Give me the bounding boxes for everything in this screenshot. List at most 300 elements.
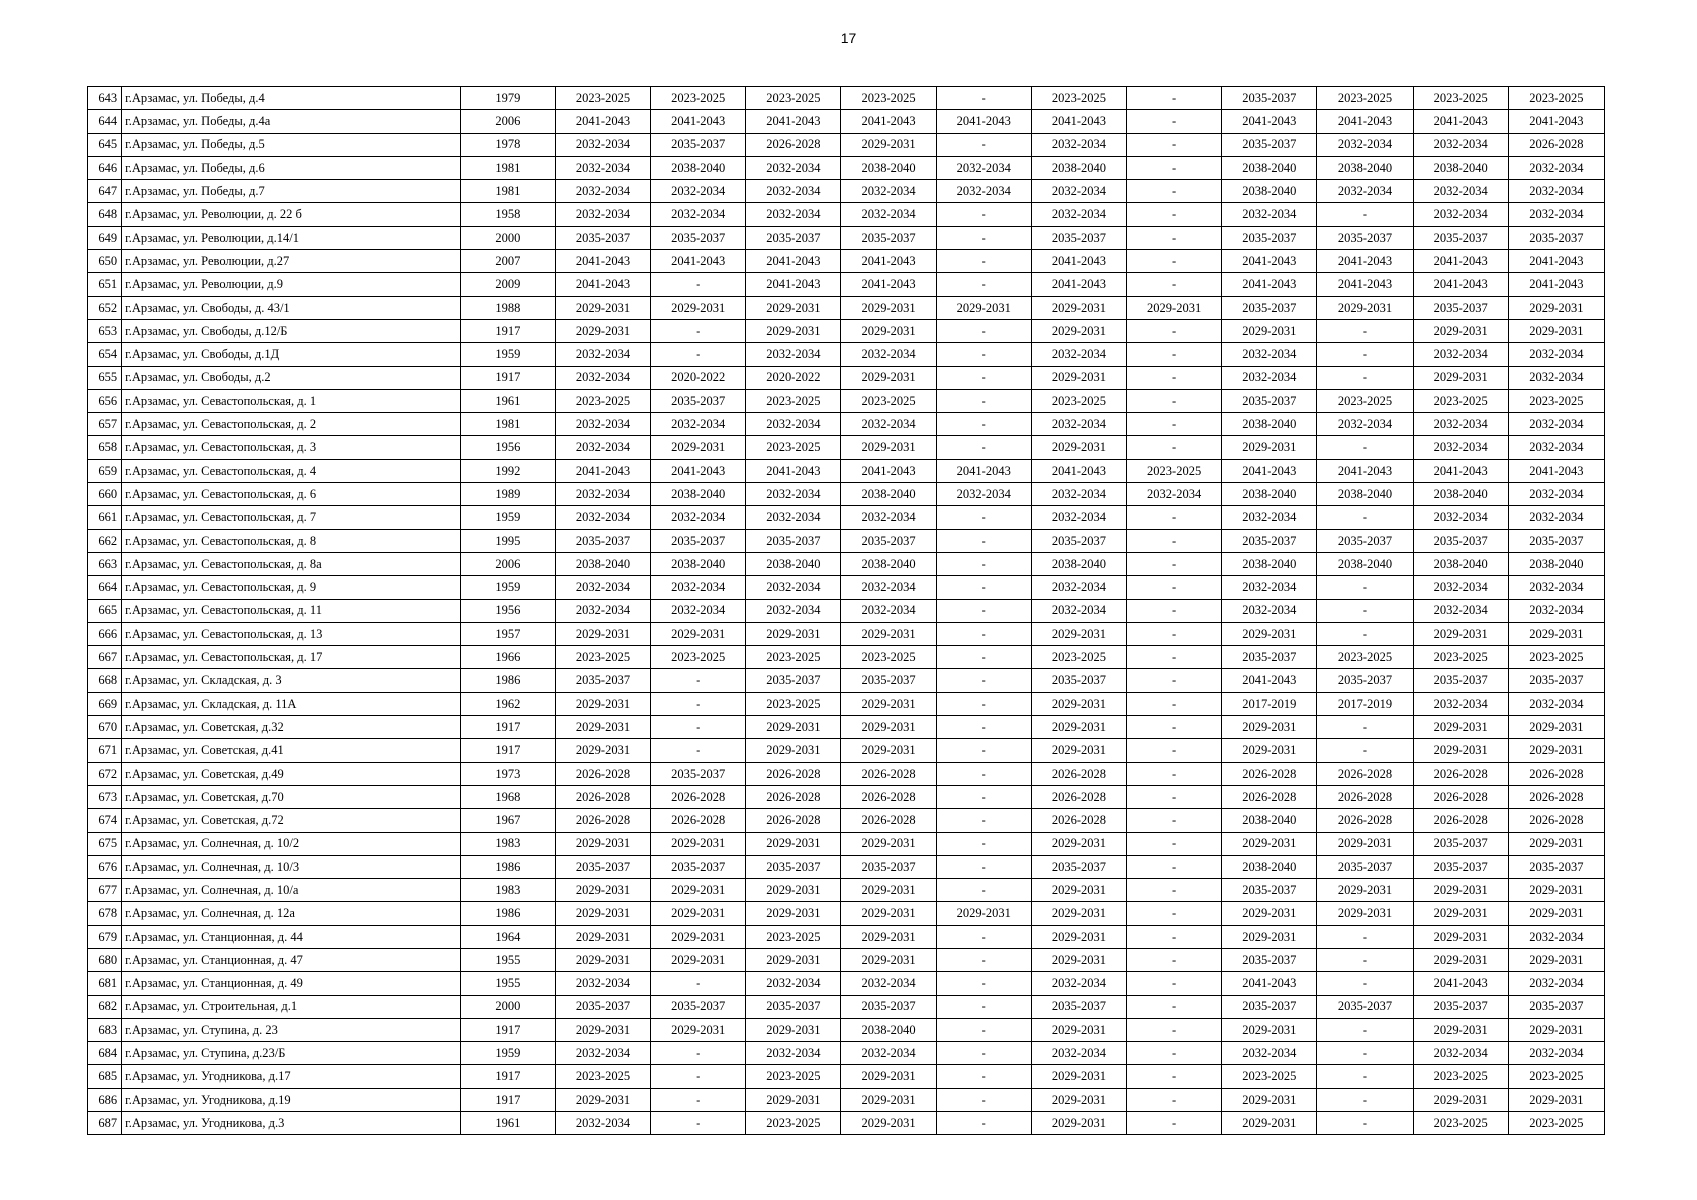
repair-period-cell: - [1127, 250, 1222, 273]
table-row [88, 203, 1605, 226]
repair-period-cell: 2038-2040 [1222, 156, 1317, 179]
repair-period-cell: 2032-2034 [746, 413, 841, 436]
repair-period-cell: 2041-2043 [1317, 250, 1413, 273]
repair-period-cell: 2032-2034 [651, 413, 746, 436]
repair-period-cell: 2029-2031 [1413, 879, 1508, 902]
repair-period-cell: 2029-2031 [1508, 1018, 1604, 1041]
repair-period-cell: 2035-2037 [746, 669, 841, 692]
repair-period-cell: 2029-2031 [1031, 366, 1126, 389]
table-row [88, 692, 1605, 715]
repair-period-cell: 2026-2028 [841, 785, 936, 808]
build-year-cell: 1964 [460, 925, 555, 948]
repair-period-cell: 2032-2034 [841, 343, 936, 366]
repair-period-cell: 2035-2037 [1317, 669, 1413, 692]
repair-period-cell: - [1317, 366, 1413, 389]
repair-period-cell: 2023-2025 [1508, 389, 1604, 412]
repair-period-cell: - [936, 552, 1031, 575]
repair-period-cell: 2032-2034 [555, 483, 650, 506]
repair-period-cell: - [1127, 879, 1222, 902]
repair-period-cell: 2035-2037 [841, 669, 936, 692]
table-row [88, 716, 1605, 739]
row-number-cell: 676 [88, 855, 122, 878]
repair-period-cell: - [936, 1018, 1031, 1041]
repair-period-cell: 2032-2034 [651, 180, 746, 203]
repair-period-cell: 2041-2043 [936, 459, 1031, 482]
repair-period-cell: 2032-2034 [1317, 180, 1413, 203]
repair-period-cell: - [1127, 343, 1222, 366]
address-cell: г.Арзамас, ул. Угодникова, д.17 [122, 1065, 461, 1088]
repair-period-cell: - [936, 366, 1031, 389]
repair-period-cell: 2023-2025 [746, 925, 841, 948]
build-year-cell: 1961 [460, 389, 555, 412]
repair-period-cell: - [936, 1112, 1031, 1135]
repair-period-cell: 2026-2028 [1031, 809, 1126, 832]
repair-period-cell: 2032-2034 [841, 506, 936, 529]
repair-period-cell: 2029-2031 [1222, 832, 1317, 855]
table-row [88, 506, 1605, 529]
repair-period-cell: 2029-2031 [555, 716, 650, 739]
repair-period-cell: 2041-2043 [651, 250, 746, 273]
repair-period-cell: - [1127, 599, 1222, 622]
repair-period-cell: 2041-2043 [1031, 273, 1126, 296]
repair-period-cell: - [1127, 180, 1222, 203]
repair-period-cell: 2035-2037 [651, 529, 746, 552]
repair-period-cell: - [1127, 972, 1222, 995]
address-cell: г.Арзамас, ул. Победы, д.6 [122, 156, 461, 179]
repair-period-cell: 2035-2037 [1413, 529, 1508, 552]
repair-period-cell: - [651, 1065, 746, 1088]
repair-period-cell: - [936, 785, 1031, 808]
repair-period-cell: - [1317, 948, 1413, 971]
address-cell: г.Арзамас, ул. Солнечная, д. 10/3 [122, 855, 461, 878]
repair-period-cell: - [1127, 716, 1222, 739]
repair-period-cell: - [936, 739, 1031, 762]
repair-period-cell: 2032-2034 [1222, 506, 1317, 529]
repair-period-cell: - [936, 343, 1031, 366]
address-cell: г.Арзамас, ул. Солнечная, д. 12а [122, 902, 461, 925]
repair-period-cell: - [1127, 273, 1222, 296]
repair-period-cell: 2029-2031 [555, 925, 650, 948]
build-year-cell: 1917 [460, 739, 555, 762]
repair-period-cell: 2035-2037 [1222, 133, 1317, 156]
repair-period-cell: 2032-2034 [1031, 343, 1126, 366]
build-year-cell: 1979 [460, 87, 555, 110]
repair-period-cell: 2032-2034 [555, 1042, 650, 1065]
repair-period-cell: - [936, 529, 1031, 552]
repair-period-cell: 2041-2043 [841, 250, 936, 273]
repair-period-cell: 2029-2031 [841, 902, 936, 925]
repair-period-cell: 2032-2034 [555, 1112, 650, 1135]
repair-period-cell: 2029-2031 [746, 296, 841, 319]
repair-period-cell: 2032-2034 [1031, 1042, 1126, 1065]
repair-period-cell: 2029-2031 [1413, 319, 1508, 342]
repair-period-cell: - [936, 855, 1031, 878]
repair-period-cell: 2035-2037 [841, 226, 936, 249]
address-cell: г.Арзамас, ул. Станционная, д. 44 [122, 925, 461, 948]
repair-period-cell: 2023-2025 [841, 646, 936, 669]
row-number-cell: 656 [88, 389, 122, 412]
repair-period-cell: 2029-2031 [1317, 902, 1413, 925]
repair-period-cell: - [936, 389, 1031, 412]
row-number-cell: 683 [88, 1018, 122, 1041]
repair-period-cell: 2032-2034 [1222, 343, 1317, 366]
address-cell: г.Арзамас, ул. Революции, д. 22 б [122, 203, 461, 226]
repair-period-cell: 2032-2034 [746, 599, 841, 622]
repair-period-cell: 2029-2031 [651, 925, 746, 948]
row-number-cell: 658 [88, 436, 122, 459]
table-row [88, 296, 1605, 319]
repair-period-cell: 2035-2037 [1222, 995, 1317, 1018]
repair-period-cell: 2032-2034 [1317, 413, 1413, 436]
repair-period-cell: 2023-2025 [1317, 87, 1413, 110]
repair-period-cell: 2032-2034 [746, 576, 841, 599]
repair-period-cell: 2029-2031 [841, 436, 936, 459]
repair-period-cell: - [1127, 1065, 1222, 1088]
repair-period-cell: 2032-2034 [555, 203, 650, 226]
repair-period-cell: 2029-2031 [1508, 832, 1604, 855]
repair-period-cell: - [1317, 506, 1413, 529]
repair-period-cell: - [1127, 739, 1222, 762]
build-year-cell: 1917 [460, 1065, 555, 1088]
repair-period-cell: - [1127, 133, 1222, 156]
address-cell: г.Арзамас, ул. Угодникова, д.3 [122, 1112, 461, 1135]
build-year-cell: 1917 [460, 319, 555, 342]
repair-period-cell: 2041-2043 [936, 110, 1031, 133]
repair-period-cell: 2029-2031 [746, 1018, 841, 1041]
repair-period-cell: 2038-2040 [1317, 156, 1413, 179]
repair-period-cell: - [1317, 739, 1413, 762]
repair-period-cell: 2029-2031 [1222, 716, 1317, 739]
repair-period-cell: 2029-2031 [651, 902, 746, 925]
repair-period-cell: 2023-2025 [1508, 646, 1604, 669]
address-cell: г.Арзамас, ул. Севастопольская, д. 8 [122, 529, 461, 552]
repair-period-cell: - [651, 972, 746, 995]
table-row [88, 436, 1605, 459]
row-number-cell: 671 [88, 739, 122, 762]
repair-period-cell: 2029-2031 [1508, 948, 1604, 971]
repair-period-cell: 2029-2031 [1222, 925, 1317, 948]
repair-period-cell: 2029-2031 [1127, 296, 1222, 319]
build-year-cell: 2007 [460, 250, 555, 273]
repair-period-cell: - [651, 273, 746, 296]
repair-period-cell: 2029-2031 [1031, 319, 1126, 342]
repair-period-cell: - [1127, 902, 1222, 925]
repair-period-cell: 2035-2037 [1317, 855, 1413, 878]
repair-period-cell: 2038-2040 [1222, 552, 1317, 575]
build-year-cell: 1989 [460, 483, 555, 506]
repair-period-cell: 2041-2043 [1317, 110, 1413, 133]
repair-period-cell: 2035-2037 [651, 855, 746, 878]
row-number-cell: 678 [88, 902, 122, 925]
repair-period-cell: 2029-2031 [1413, 1088, 1508, 1111]
repair-period-cell: 2029-2031 [555, 832, 650, 855]
repair-period-cell: 2041-2043 [1413, 110, 1508, 133]
repair-period-cell: 2038-2040 [841, 483, 936, 506]
repair-period-cell: 2026-2028 [1222, 785, 1317, 808]
repair-period-cell: - [1127, 762, 1222, 785]
repair-period-cell: 2026-2028 [1413, 762, 1508, 785]
repair-period-cell: 2032-2034 [746, 203, 841, 226]
repair-period-cell: 2035-2037 [746, 855, 841, 878]
repair-period-cell: 2032-2034 [746, 180, 841, 203]
repair-period-cell: 2023-2025 [1031, 646, 1126, 669]
repair-period-cell: 2038-2040 [651, 483, 746, 506]
repair-period-cell: 2035-2037 [746, 995, 841, 1018]
repair-period-cell: 2023-2025 [555, 389, 650, 412]
build-year-cell: 1986 [460, 855, 555, 878]
repair-period-cell: 2035-2037 [841, 529, 936, 552]
repair-period-cell: 2041-2043 [1508, 250, 1604, 273]
repair-period-cell: 2029-2031 [746, 1088, 841, 1111]
repair-period-cell: 2029-2031 [1413, 902, 1508, 925]
repair-period-cell: 2032-2034 [1317, 133, 1413, 156]
repair-period-cell: 2032-2034 [841, 203, 936, 226]
repair-period-cell: 2029-2031 [1031, 832, 1126, 855]
repair-period-cell: 2035-2037 [841, 855, 936, 878]
repair-period-cell: 2041-2043 [746, 459, 841, 482]
repair-period-cell: 2026-2028 [841, 809, 936, 832]
repair-period-cell: - [1317, 599, 1413, 622]
repair-period-cell: - [1127, 413, 1222, 436]
build-year-cell: 1958 [460, 203, 555, 226]
repair-period-cell: 2023-2025 [1508, 1065, 1604, 1088]
repair-period-cell: - [936, 133, 1031, 156]
row-number-cell: 675 [88, 832, 122, 855]
table-row [88, 133, 1605, 156]
address-cell: г.Арзамас, ул. Севастопольская, д. 7 [122, 506, 461, 529]
row-number-cell: 662 [88, 529, 122, 552]
address-cell: г.Арзамас, ул. Советская, д.49 [122, 762, 461, 785]
repair-period-cell: 2032-2034 [555, 576, 650, 599]
repair-period-cell: 2023-2025 [1031, 389, 1126, 412]
address-cell: г.Арзамас, ул. Севастопольская, д. 4 [122, 459, 461, 482]
repair-period-cell: - [1317, 716, 1413, 739]
repair-period-cell: 2035-2037 [1222, 226, 1317, 249]
repair-period-cell: - [1127, 925, 1222, 948]
repair-period-cell: 2023-2025 [1508, 87, 1604, 110]
repair-period-cell: 2032-2034 [1127, 483, 1222, 506]
repair-period-cell: - [1127, 785, 1222, 808]
row-number-cell: 685 [88, 1065, 122, 1088]
repair-period-cell: - [936, 273, 1031, 296]
build-year-cell: 2006 [460, 110, 555, 133]
repair-period-cell: 2026-2028 [1317, 762, 1413, 785]
repair-period-cell: 2038-2040 [651, 156, 746, 179]
build-year-cell: 1988 [460, 296, 555, 319]
repair-period-cell: 2035-2037 [1031, 669, 1126, 692]
repair-period-cell: 2029-2031 [1317, 832, 1413, 855]
row-number-cell: 680 [88, 948, 122, 971]
repair-period-cell: 2041-2043 [1508, 273, 1604, 296]
address-cell: г.Арзамас, ул. Севастопольская, д. 1 [122, 389, 461, 412]
build-year-cell: 1995 [460, 529, 555, 552]
repair-period-cell: 2032-2034 [1508, 599, 1604, 622]
table-row [88, 483, 1605, 506]
repair-period-cell: - [936, 250, 1031, 273]
repair-period-cell: 2029-2031 [841, 1065, 936, 1088]
address-cell: г.Арзамас, ул. Свободы, д.2 [122, 366, 461, 389]
repair-period-cell: 2029-2031 [651, 296, 746, 319]
row-number-cell: 652 [88, 296, 122, 319]
repair-period-cell: 2029-2031 [1031, 948, 1126, 971]
repair-period-cell: 2029-2031 [1508, 879, 1604, 902]
row-number-cell: 646 [88, 156, 122, 179]
table-row [88, 343, 1605, 366]
repair-period-cell: 2032-2034 [555, 133, 650, 156]
table-row [88, 552, 1605, 575]
build-year-cell: 1986 [460, 902, 555, 925]
repair-period-cell: 2041-2043 [1031, 250, 1126, 273]
repair-period-cell: 2032-2034 [555, 156, 650, 179]
repair-period-cell: 2023-2025 [746, 646, 841, 669]
repair-period-cell: 2029-2031 [746, 739, 841, 762]
row-number-cell: 673 [88, 785, 122, 808]
repair-period-cell: - [936, 1088, 1031, 1111]
row-number-cell: 649 [88, 226, 122, 249]
repair-period-cell: - [1127, 948, 1222, 971]
repair-period-cell: 2035-2037 [746, 226, 841, 249]
repair-period-cell: 2035-2037 [651, 133, 746, 156]
repair-period-cell: 2017-2019 [1222, 692, 1317, 715]
row-number-cell: 651 [88, 273, 122, 296]
repair-period-cell: 2029-2031 [555, 692, 650, 715]
repair-period-cell: 2023-2025 [555, 87, 650, 110]
repair-period-cell: 2032-2034 [1031, 506, 1126, 529]
repair-period-cell: 2029-2031 [841, 739, 936, 762]
repair-period-cell: 2032-2034 [1031, 972, 1126, 995]
repair-period-cell: 2032-2034 [1031, 483, 1126, 506]
address-cell: г.Арзамас, ул. Солнечная, д. 10/а [122, 879, 461, 902]
address-cell: г.Арзамас, ул. Свободы, д.12/Б [122, 319, 461, 342]
repair-period-cell: - [936, 716, 1031, 739]
repair-period-cell: - [1127, 506, 1222, 529]
build-year-cell: 1967 [460, 809, 555, 832]
repair-period-cell: 2041-2043 [841, 110, 936, 133]
repair-period-cell: 2041-2043 [1508, 110, 1604, 133]
address-cell: г.Арзамас, ул. Победы, д.4а [122, 110, 461, 133]
repair-period-cell: 2035-2037 [1222, 87, 1317, 110]
repair-period-cell: 2032-2034 [1508, 972, 1604, 995]
build-year-cell: 1917 [460, 366, 555, 389]
housing-repair-schedule-table [87, 86, 1605, 1135]
repair-period-cell: - [936, 879, 1031, 902]
repair-period-cell: 2032-2034 [936, 156, 1031, 179]
repair-period-cell: 2035-2037 [1508, 529, 1604, 552]
repair-period-cell: 2032-2034 [1222, 203, 1317, 226]
repair-period-cell: 2026-2028 [1031, 762, 1126, 785]
table-row [88, 972, 1605, 995]
repair-period-cell: 2038-2040 [1222, 413, 1317, 436]
table-row [88, 925, 1605, 948]
table-row [88, 995, 1605, 1018]
address-cell: г.Арзамас, ул. Свободы, д. 43/1 [122, 296, 461, 319]
row-number-cell: 670 [88, 716, 122, 739]
repair-period-cell: - [936, 622, 1031, 645]
repair-period-cell: 2023-2025 [1413, 1112, 1508, 1135]
address-cell: г.Арзамас, ул. Ступина, д. 23 [122, 1018, 461, 1041]
repair-period-cell: 2023-2025 [746, 87, 841, 110]
repair-period-cell: - [936, 436, 1031, 459]
repair-period-cell: 2029-2031 [555, 879, 650, 902]
repair-period-cell: 2038-2040 [1222, 809, 1317, 832]
row-number-cell: 679 [88, 925, 122, 948]
address-cell: г.Арзамас, ул. Революции, д.14/1 [122, 226, 461, 249]
repair-period-cell: 2032-2034 [841, 1042, 936, 1065]
repair-period-cell: 2032-2034 [746, 156, 841, 179]
repair-period-cell: 2032-2034 [746, 483, 841, 506]
repair-period-cell: - [1317, 436, 1413, 459]
table-row [88, 87, 1605, 110]
repair-period-cell: 2029-2031 [1413, 948, 1508, 971]
repair-period-cell: 2035-2037 [1031, 226, 1126, 249]
repair-period-cell: 2038-2040 [746, 552, 841, 575]
repair-period-cell: 2029-2031 [1222, 1018, 1317, 1041]
repair-period-cell: 2029-2031 [1222, 902, 1317, 925]
table-row [88, 156, 1605, 179]
repair-period-cell: 2029-2031 [1413, 622, 1508, 645]
repair-period-cell: 2029-2031 [1222, 1112, 1317, 1135]
row-number-cell: 669 [88, 692, 122, 715]
repair-period-cell: 2029-2031 [1031, 622, 1126, 645]
repair-period-cell: - [1127, 529, 1222, 552]
repair-period-cell: 2029-2031 [555, 739, 650, 762]
row-number-cell: 682 [88, 995, 122, 1018]
repair-period-cell: 2038-2040 [1317, 552, 1413, 575]
repair-period-cell: - [1127, 389, 1222, 412]
table-row [88, 948, 1605, 971]
repair-period-cell: 2029-2031 [841, 133, 936, 156]
build-year-cell: 2000 [460, 226, 555, 249]
repair-period-cell: 2029-2031 [1317, 879, 1413, 902]
repair-period-cell: 2041-2043 [1508, 459, 1604, 482]
row-number-cell: 644 [88, 110, 122, 133]
repair-period-cell: 2029-2031 [1222, 739, 1317, 762]
address-cell: г.Арзамас, ул. Победы, д.4 [122, 87, 461, 110]
table-row [88, 809, 1605, 832]
repair-period-cell: 2032-2034 [651, 599, 746, 622]
repair-period-cell: 2038-2040 [1222, 855, 1317, 878]
repair-period-cell: 2032-2034 [1031, 133, 1126, 156]
repair-period-cell: 2041-2043 [746, 110, 841, 133]
repair-period-cell: 2029-2031 [555, 1088, 650, 1111]
repair-period-cell: 2035-2037 [1508, 226, 1604, 249]
repair-period-cell: 2029-2031 [651, 622, 746, 645]
build-year-cell: 2000 [460, 995, 555, 1018]
build-year-cell: 1959 [460, 576, 555, 599]
repair-period-cell: 2029-2031 [746, 832, 841, 855]
table-row [88, 389, 1605, 412]
repair-period-cell: 2032-2034 [1508, 925, 1604, 948]
repair-period-cell: - [936, 646, 1031, 669]
build-year-cell: 1956 [460, 599, 555, 622]
repair-period-cell: 2023-2025 [746, 1065, 841, 1088]
repair-period-cell: - [651, 669, 746, 692]
repair-period-cell: 2023-2025 [651, 646, 746, 669]
table-row [88, 1112, 1605, 1135]
repair-period-cell: 2023-2025 [1413, 1065, 1508, 1088]
repair-period-cell: 2035-2037 [1031, 855, 1126, 878]
build-year-cell: 1992 [460, 459, 555, 482]
repair-period-cell: 2032-2034 [1413, 1042, 1508, 1065]
repair-period-cell: 2041-2043 [1222, 972, 1317, 995]
repair-period-cell: 2038-2040 [1317, 483, 1413, 506]
repair-period-cell: - [1127, 226, 1222, 249]
repair-period-cell: 2032-2034 [1508, 436, 1604, 459]
repair-period-cell: 2032-2034 [936, 483, 1031, 506]
repair-period-cell: 2041-2043 [1413, 459, 1508, 482]
table-row [88, 110, 1605, 133]
repair-period-cell: 2035-2037 [555, 529, 650, 552]
